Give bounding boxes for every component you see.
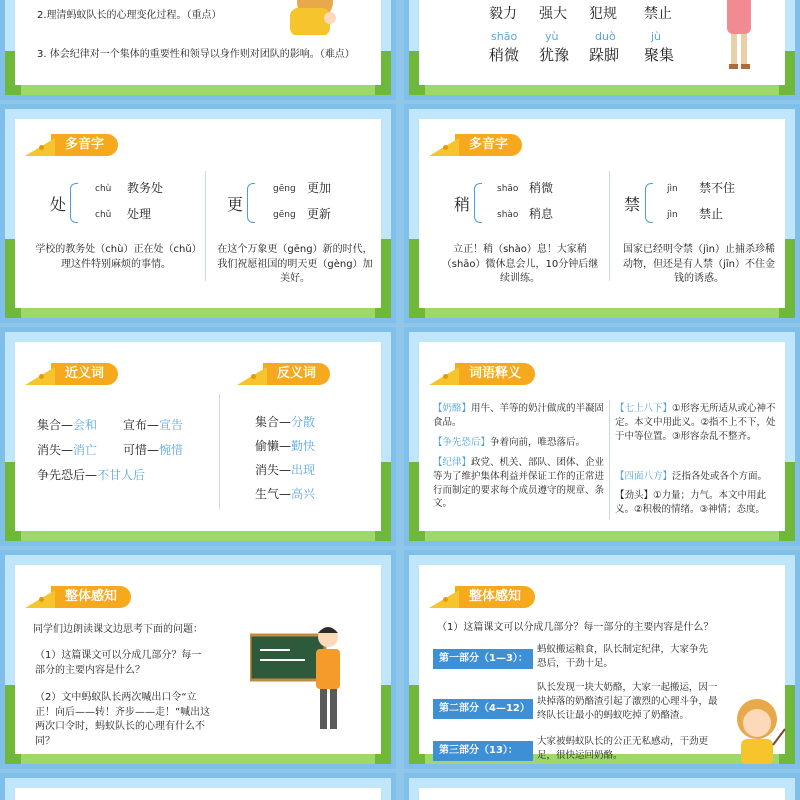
brace xyxy=(70,183,78,223)
slide-card xyxy=(15,565,381,754)
slide-definitions[interactable] xyxy=(404,327,800,546)
pinyin-1: shāo xyxy=(491,30,518,43)
divider xyxy=(609,171,610,281)
divider xyxy=(219,394,220,509)
slide-card xyxy=(419,0,785,85)
antonym-pair: 消失—出现 xyxy=(255,463,316,477)
slide-words[interactable] xyxy=(404,0,800,100)
slide-card xyxy=(15,342,381,531)
word-top-2: 强大 xyxy=(539,6,567,22)
word-top-4: 禁止 xyxy=(644,6,672,22)
pinyin-2: yù xyxy=(545,30,559,43)
char-chu: 处 xyxy=(50,195,67,214)
question-2: （2）文中蚂蚁队长两次喊出口令“立正！向后——转！齐步——走！”喊出这两次口令时，蚂蚁队长的心理有什么不同？ xyxy=(35,692,211,747)
word-top-3: 犯规 xyxy=(589,6,617,22)
definition: 【争先恐后】争着向前，唯恐落后。 xyxy=(433,437,586,448)
definition: 【四面八方】泛指各处或各个方面。 xyxy=(615,471,768,482)
cheese-icon xyxy=(25,363,55,385)
word-bottom-4: 聚集 xyxy=(644,46,675,64)
word-bottom-3: 跺脚 xyxy=(589,46,620,64)
brace xyxy=(247,183,255,223)
slide-card xyxy=(15,0,381,85)
question: （1）这篇课文可以分成几部分？每一部分的主要内容是什么？ xyxy=(437,622,714,633)
synonym-pair: 可惜—惋惜 xyxy=(123,443,184,457)
teacher-illustration xyxy=(250,625,370,765)
antonym-pair: 生气—高兴 xyxy=(255,487,316,501)
word-bottom-2: 犹豫 xyxy=(539,46,570,64)
cheese-icon xyxy=(429,363,459,385)
word-bottom-1: 稍微 xyxy=(489,46,520,64)
girl-illustration xyxy=(727,695,787,765)
word-top-1: 毅力 xyxy=(489,6,517,22)
synonym-pair: 争先恐后—不甘人后 xyxy=(37,468,146,482)
definition: 【奶酪】用牛、羊等的奶汁做成的半凝固食品。 xyxy=(433,403,605,428)
teacher-illustration xyxy=(270,0,360,35)
cheese-icon xyxy=(25,586,55,608)
slide-card xyxy=(419,342,785,531)
cheese-icon xyxy=(25,134,55,156)
objective-3: 3. 体会纪律对一个集体的重要性和领导以身作则对团队的影响。（难点） xyxy=(37,49,355,60)
section-badge: 词语释义 xyxy=(429,362,535,386)
char-geng: 更 xyxy=(227,195,244,214)
objective-2: 2.理清蚂蚁队长的心理变化过程。（重点） xyxy=(37,10,222,21)
slide-next-right[interactable] xyxy=(404,773,800,800)
part-3-text: 大家被蚂蚁队长的公正无私感动，干劲更足，很快运回奶酪。 xyxy=(537,736,709,761)
section-badge: 整体感知 xyxy=(429,585,535,609)
section-badge: 整体感知 xyxy=(25,585,131,609)
definition: 【劲头】①力量；力气。本文中用此义。②积极的情绪。③神情；态度。 xyxy=(615,490,767,515)
example-geng: 在这个万象更（gēng）新的时代，我们祝愿祖国的明天更（gèng）加美好。 xyxy=(217,244,373,284)
synonym-pair: 宣布—宣告 xyxy=(123,418,184,432)
slide-objectives[interactable] xyxy=(0,0,396,100)
part-1-label: 第一部分（1—3）： xyxy=(433,649,533,669)
part-2-text: 队长发现一块大奶酪，大家一起搬运，因一块掉落的奶酪渣引起了激烈的心理斗争，最终队长让最小的蚂蚁吃掉了奶酪渣。 xyxy=(537,682,718,721)
definition: 【纪律】政党、机关、部队、团体、企业等为了维护集体利益并保证工作的正常进行而制定的要求每个成员遵守的规章、条文。 xyxy=(433,457,605,510)
cheese-icon xyxy=(237,363,267,385)
brace xyxy=(474,183,482,223)
antonym-badge: 反义词 xyxy=(237,362,330,386)
slide-card xyxy=(15,788,381,800)
part-3-label: 第三部分（13）： xyxy=(433,741,533,761)
slide-card xyxy=(419,788,785,800)
slide-overview-parts[interactable] xyxy=(404,550,800,769)
slide-polyphone-1[interactable] xyxy=(0,104,396,323)
divider xyxy=(609,400,610,520)
example-chu: 学校的教务处（chù）正在处（chǔ）理这件特别麻烦的事情。 xyxy=(35,244,197,270)
antonym-pair: 偷懒—勤快 xyxy=(255,439,316,453)
slide-card: 多音字 处 chù 教务处 chǔ 处理 更 gēng 更加 gēng 更新 学校的教务处（chù）正在处（chǔ）理这件特别麻烦的事情。 在这个万象更（gēng）新的时代，我们祝愿祖国的明天更（gèng）加美好。 xyxy=(15,119,381,308)
slide-synonyms-antonyms[interactable] xyxy=(0,327,396,546)
part-2-label: 第二部分（4—12） xyxy=(433,699,533,719)
slide-overview-questions[interactable] xyxy=(0,550,396,769)
example-shao: 立正！稍（shào）息！大家稍（shāo）微休息会儿，10分钟后继续训练。 xyxy=(441,244,599,284)
pinyin-3: duò xyxy=(595,30,616,43)
section-badge: 多音字 xyxy=(429,133,522,157)
example-jin: 国家已经明令禁（jìn）止捕杀珍稀动物，但还是有人禁（jīn）不住金钱的诱惑。 xyxy=(623,244,775,284)
definition: 【七上八下】①形容无所适从或心神不定。本文中用此义。②指不上不下，处于中等位置。③形容杂乱不整齐。 xyxy=(615,403,776,442)
part-1-text: 蚂蚁搬运粮食，队长制定纪律，大家争先恐后，干劲十足。 xyxy=(537,644,709,669)
pinyin-4: jù xyxy=(651,30,662,43)
synonym-pair: 消失—消亡 xyxy=(37,443,98,457)
cheese-icon xyxy=(429,134,459,156)
char-shao: 稍 xyxy=(454,195,471,214)
cheese-icon xyxy=(429,586,459,608)
girl-illustration xyxy=(719,0,759,80)
antonym-pair: 集合—分散 xyxy=(255,415,316,429)
brace xyxy=(645,183,653,223)
divider xyxy=(205,171,206,281)
question-1: （1）这篇课文可以分成几部分？每一部分的主要内容是什么？ xyxy=(35,650,202,676)
char-jin: 禁 xyxy=(624,195,641,214)
section-badge: 多音字 xyxy=(25,133,118,157)
slide-next-left[interactable] xyxy=(0,773,396,800)
slide-card: 多音字 稍 shāo 稍微 shào 稍息 禁 jìn 禁不住 jìn 禁止 立正！稍（shào）息！大家稍（shāo）微休息会儿，10分钟后继续训练。 国家已经明令禁（jìn）止捕杀珍稀动物，但还是有人禁（jīn）不住金钱的诱惑。 xyxy=(419,119,785,308)
synonym-badge: 近义词 xyxy=(25,362,118,386)
slide-polyphone-2[interactable] xyxy=(404,104,800,323)
synonym-pair: 集合—会和 xyxy=(37,418,98,432)
slide-card xyxy=(419,565,785,761)
intro-text: 同学们边朗读课文边思考下面的问题： xyxy=(33,624,203,635)
